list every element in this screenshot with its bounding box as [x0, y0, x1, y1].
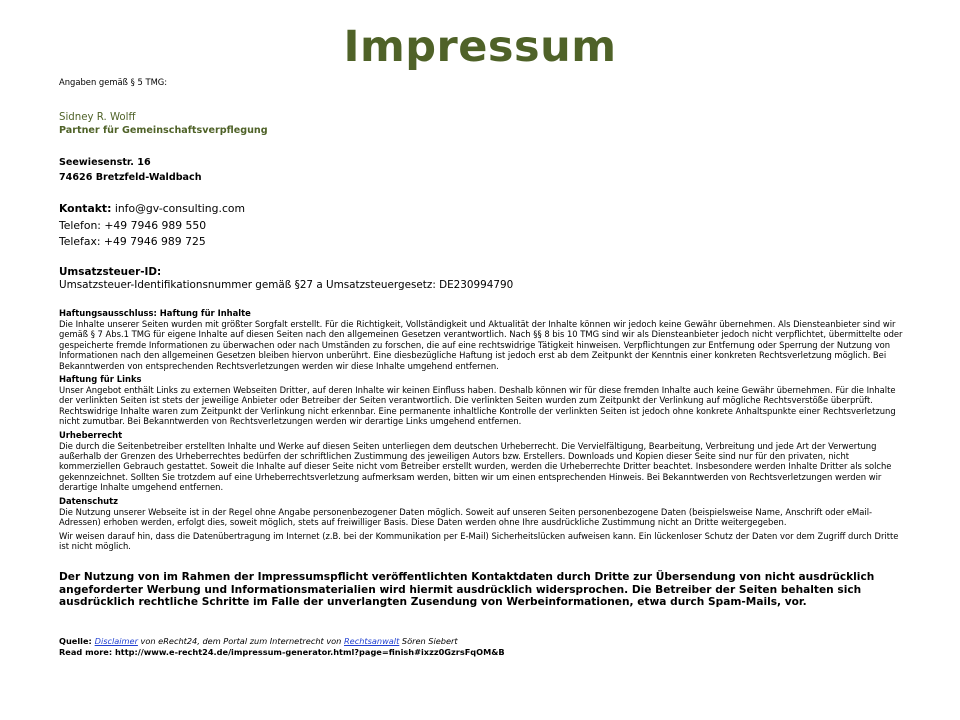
spam-notice-text: Der Nutzung von im Rahmen der Impressumspflicht veröffentlichten Kontaktdaten durch Dritte zur Übersendung von nicht ausdrücklich angeforderter Werbung und Informationsmaterialien wird hiermit ausdrücklich widersprochen. Die Betreiber der Seiten behalten sich ausdrücklich rechtliche Schritte im Falle der unverlangten Zusendung von Werbeinformationen, etwa durch Spam-Mails, vor. — [59, 571, 875, 609]
section-heading: Haftungsausschluss: Haftung für Inhalte — [59, 308, 251, 318]
person-role: Partner für Gemeinschaftsverpflegung — [59, 125, 268, 136]
vat-text: Umsatzsteuer-Identifikationsnummer gemäß §27 a Umsatzsteuergesetz: DE230994790 — [59, 278, 514, 291]
source-middle: von eRecht24, dem Portal zum Internetrecht von — [137, 636, 344, 646]
vat-block — [59, 266, 904, 291]
section-privacy — [59, 496, 904, 552]
source-block — [59, 636, 904, 657]
spam-notice — [59, 571, 904, 609]
read-more: Read more: http://www.e-recht24.de/impressum-generator.html?page=finish#ixzz0GzrsFqOM&B — [59, 646, 505, 657]
contact-block — [59, 201, 904, 251]
section-liability-content — [59, 308, 904, 371]
section-liability-links — [59, 374, 904, 427]
page-title: Impressum — [343, 22, 617, 72]
section-heading: Haftung für Links — [59, 374, 142, 385]
section-paragraph: Die Inhalte unserer Seiten wurden mit größter Sorgfalt erstellt. Für die Richtigkeit, Vollständigkeit und Aktualität der Inhalte können wir jedoch keine Gewähr übernehmen. Als Diensteanbieter sind wir gemäß § 7 Abs.1 TMG für eigene Inhalte auf diesen Seiten nach den allgemeinen Gesetzen verantwortlich. Nach §§ 8 bis 10 TMG sind wir als Diensteanbieter jedoch nicht verpflichtet, übermittelte oder gespeicherte fremde Informationen zu überwachen oder nach Umständen zu forschen, die auf eine rechtswidrige Tätigkeit hinweisen. Verpflichtungen zur Entfernung oder Sperrung der Nutzung von Informationen nach den allgemeinen Gesetzen bleiben hiervon unberührt. Eine diesbezügliche Haftung ist jedoch erst ab dem Zeitpunkt der Kenntnis einer konkreten Rechtsverletzung möglich. Bei Bekanntwerden von entsprechenden Rechtsverletzungen werden wir diese Inhalte umgehend entfernen. — [59, 319, 903, 371]
contact-label: Kontakt: — [59, 202, 112, 215]
section-paragraph: Die durch die Seitenbetreiber erstellten Inhalte und Werke auf diesen Seiten unterliegen dem deutschen Urheberrecht. Die Vervielfältigung, Bearbeitung, Verbreitung und jede Art der Verwertung außerhalb der Grenzen des Urheberrechtes bedürfen der schriftlichen Zustimmung des jeweiligen Autors bzw. Erstellers. Downloads und Kopien dieser Seite sind nur für den privaten, nicht kommerziellen Gebrauch gestattet. Soweit die Inhalte auf dieser Seite nicht vom Betreiber erstellt wurden, werden die Urheberrechte Dritter beachtet. Insbesondere werden Inhalte Dritter als solche gekennzeichnet. Sollten Sie trotzdem auf eine Urheberrechtsverletzung aufmerksam werden, bitten wir um einen entsprechenden Hinweis. Bei Bekanntwerden von Rechtsverletzungen werden wir derartige Inhalte umgehend entfernen. — [59, 440, 892, 493]
section-heading: Datenschutz — [59, 495, 119, 506]
vat-label: Umsatzsteuer-ID: — [59, 266, 162, 278]
source-suffix: Sören Siebert — [399, 636, 458, 646]
contact-phone: Telefon: +49 7946 989 550 — [59, 218, 207, 232]
section-paragraph: Wir weisen darauf hin, dass die Datenübertragung im Internet (z.B. bei der Kommunikation per E-Mail) Sicherheitslücken aufweisen kann. Ein lückenloser Schutz der Daten vor dem Zugriff durch Dritte ist nicht möglich. — [59, 530, 899, 551]
address-street: Seewiesenstr. 16 — [59, 157, 151, 168]
section-copyright — [59, 430, 904, 493]
lawyer-link[interactable]: Rechtsanwalt — [343, 636, 400, 646]
section-paragraph: Unser Angebot enthält Links zu externen Webseiten Dritter, auf deren Inhalte wir keinen Einfluss haben. Deshalb können wir für diese fremden Inhalte auch keine Gewähr übernehmen. Für die Inhalte der verlinkten Seiten ist stets der jeweilige Anbieter oder Betreiber der Seiten verantwortlich. Die verlinkten Seiten wurden zum Zeitpunkt der Verlinkung auf mögliche Rechtsverstöße überprüft. Rechtswidrige Inhalte waren zum Zeitpunkt der Verlinkung nicht erkennbar. Eine permanente inhaltliche Kontrolle der verlinkten Seiten ist jedoch ohne konkrete Anhaltspunkte einer Rechtsverletzung nicht zumutbar. Bei Bekanntwerden von Rechtsverletzungen werden wir derartige Links umgehend entfernen. — [59, 385, 896, 427]
legal-sections — [59, 308, 904, 554]
section-heading: Urheberrecht — [59, 429, 123, 440]
disclaimer-link[interactable]: Disclaimer — [94, 636, 138, 646]
person-name: Sidney R. Wolff — [59, 112, 136, 123]
source-prefix: Quelle: — [59, 636, 95, 646]
contact-email[interactable]: info@gv-consulting.com — [114, 202, 245, 215]
intro-text: Angaben gemäß § 5 TMG: — [59, 77, 168, 87]
contact-fax: Telefax: +49 7946 989 725 — [59, 235, 206, 248]
section-paragraph: Die Nutzung unserer Webseite ist in der Regel ohne Angabe personenbezogener Daten möglich. Soweit auf unseren Seiten personenbezogene Daten (beispielsweise Name, Anschrift oder eMail-Adressen) erhoben werden, erfolgt dies, soweit möglich, stets auf freiwilliger Basis. Diese Daten werden ohne Ihre ausdrückliche Zustimmung nicht an Dritte weitergegeben. — [59, 506, 873, 528]
address-block — [59, 156, 904, 184]
company-block — [59, 111, 904, 137]
address-city: 74626 Bretzfeld-Waldbach — [59, 172, 202, 183]
